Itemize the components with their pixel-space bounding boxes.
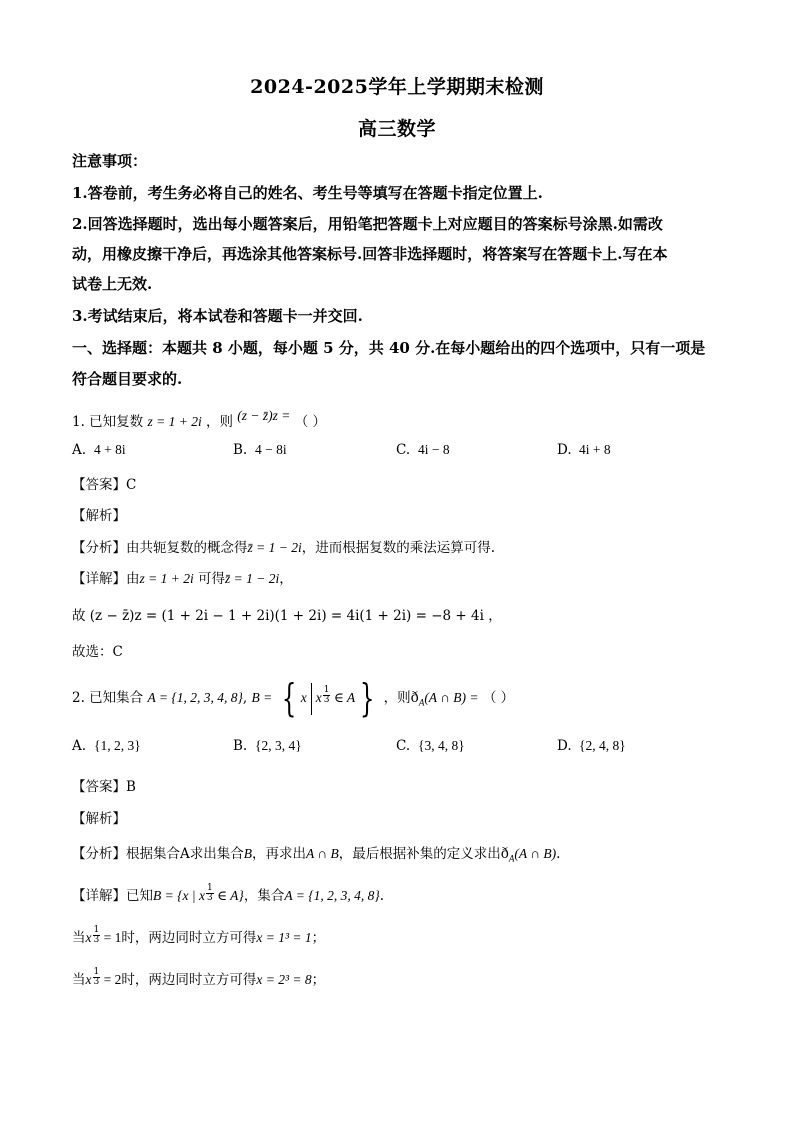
question-1-analysis-tag: 【解析】: [72, 508, 126, 524]
question-2-stem: 2. 已知集合 A = {1, 2, 3, 4, 8}, B = { x x $^{\frac{1}{3}}$ ∈ A } ，则$ð_A(A$ ∩ B) = （ ）: [72, 676, 515, 721]
question-1-detail: 【详解】由z = 1 + 2i 可得z̄ = 1 − 2i，: [72, 571, 293, 587]
question-1-blank: （ ）: [294, 414, 326, 430]
question-2-answer-value: B: [126, 779, 136, 795]
question-2-case-1: 当x $^{\frac{1}{3}}$ = 1时，两边同时立方可得x = 1³ = 1；: [72, 925, 326, 946]
question-1-option-a: A. 4 + 8i: [72, 442, 126, 458]
section-heading-line-2: 符合题目要求的.: [72, 370, 183, 388]
question-2-analysis-tag: 【解析】: [72, 811, 126, 827]
exam-subtitle: 高三数学: [357, 118, 436, 140]
question-2-option-c: C. {3, 4, 8}: [396, 738, 465, 754]
question-1-expr: (z − z̄)z =: [237, 408, 291, 423]
question-2-detail: 【详解】已知B = {x | x $^{\frac{1}{3}}$ ∈ A}，集合A = {1, 2, 3, 4, 8}.: [72, 883, 385, 904]
question-1-answer-value: C: [126, 477, 137, 493]
notice-item-3: 3.考试结束后，将本试卷和答题卡一并交回.: [72, 307, 363, 325]
question-1-option-b: B. 4 − 8i: [233, 442, 287, 458]
question-1-stem: [72, 410, 722, 430]
notice-item-2-line-3: 试卷上无效.: [72, 275, 153, 293]
question-2-case-2: 当x $^{\frac{1}{3}}$ = 2时，两边同时立方可得x = 2³ = 8；: [72, 967, 326, 988]
question-2-option-b: B. {2, 3, 4}: [233, 738, 302, 754]
question-2-answer: 【答案】B: [72, 779, 136, 795]
notice-item-2-line-1: 2.回答选择题时，选出每小题答案后，用铅笔把答题卡上对应题目的答案标号涂黑.如需改: [72, 215, 663, 233]
question-2-option-d: D. {2, 4, 8}: [557, 738, 626, 754]
question-2-fenxi: 【分析】根据集合A求出集合B，再求出A ∩ B，最后根据补集的定义求出$ð_A(A$ ∩ B).: [72, 846, 561, 864]
question-2-option-a: A. {1, 2, 3}: [72, 738, 141, 754]
exam-title: 2024-2025学年上学期期末检测: [250, 76, 544, 98]
question-1-prefix: 1. 已知复数: [72, 414, 144, 430]
question-1-calculation: 故 (z − z̄)z = (1 + 2i − 1 + 2i)(1 + 2i) = 4i(1 + 2i) = −8 + 4i ，: [72, 608, 502, 624]
question-1-fenxi: 【分析】由共轭复数的概念得z̄ = 1 − 2i，进而根据复数的乘法运算可得.: [72, 540, 496, 556]
notice-item-2-line-2: 动，用橡皮擦干净后，再选涂其他答案标号.回答非选择题时，将答案写在答题卡上.写在本: [72, 245, 668, 263]
notice-item-1: 1.答卷前，考生务必将自己的姓名、考生号等填写在答题卡指定位置上.: [72, 184, 543, 202]
section-heading-line-1: 一、选择题：本题共 8 小题，每小题 5 分，共 40 分.在每小题给出的四个选项中，只有一项是: [72, 339, 706, 357]
question-1-choose: 故选：C: [72, 644, 123, 660]
question-1-option-d: D. 4i + 8: [557, 442, 611, 458]
question-1-mid: ，则: [206, 414, 233, 430]
question-1-answer: 【答案】C: [72, 477, 137, 493]
question-1-z: z = 1 + 2i: [147, 414, 202, 429]
notice-heading: 注意事项：: [72, 152, 148, 170]
question-1-option-c: C. 4i − 8: [396, 442, 450, 458]
